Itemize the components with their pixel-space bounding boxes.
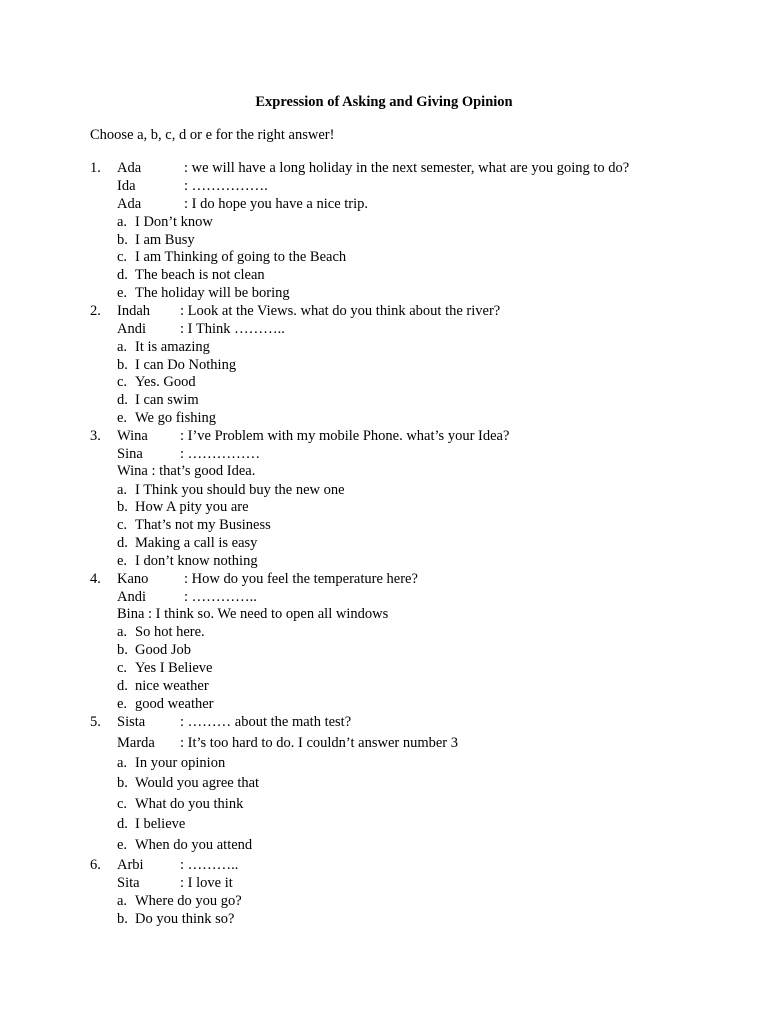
option-letter: c. (117, 249, 128, 265)
option-letter: d. (117, 267, 128, 283)
option-text: Yes I Believe (135, 660, 213, 676)
dialogue-text: : ……….. (180, 857, 239, 873)
speaker-name: Sista (117, 714, 146, 730)
speaker-name: Wina (117, 428, 148, 444)
document-title: Expression of Asking and Giving Opinion (255, 94, 513, 110)
dialogue-text: : Look at the Views. what do you think about the river? (180, 303, 501, 319)
option-text: The holiday will be boring (135, 285, 290, 301)
dialogue-text: : ……… about the math test? (180, 714, 352, 730)
option-letter: e. (117, 285, 128, 301)
dialogue-text: : I love it (180, 875, 233, 891)
option-text: nice weather (135, 678, 209, 694)
option-letter: a. (117, 624, 128, 640)
question-number: 2. (90, 303, 101, 319)
option-letter: e. (117, 410, 128, 426)
option-letter: a. (117, 755, 128, 771)
option-text: Good Job (135, 642, 191, 658)
question-number: 4. (90, 571, 101, 587)
option-text: How A pity you are (135, 499, 249, 515)
dialogue-text: : ……………. (184, 178, 268, 194)
option-text: I can swim (135, 392, 199, 408)
option-text: What do you think (135, 796, 244, 812)
speaker-name: Sita (117, 875, 140, 891)
option-letter: b. (117, 642, 128, 658)
dialogue-text: Wina : that’s good Idea. (117, 463, 256, 479)
speaker-name: Kano (117, 571, 149, 587)
option-text: I can Do Nothing (135, 357, 237, 373)
option-text: I Think you should buy the new one (135, 482, 345, 498)
option-text: Where do you go? (135, 893, 242, 909)
speaker-name: Indah (117, 303, 151, 319)
option-letter: e. (117, 837, 128, 853)
question-number: 5. (90, 714, 101, 730)
option-text: Yes. Good (135, 374, 196, 390)
question-number: 3. (90, 428, 101, 444)
option-letter: e. (117, 553, 128, 569)
option-text: Would you agree that (135, 775, 260, 791)
option-letter: d. (117, 392, 128, 408)
option-text: I believe (135, 816, 186, 832)
option-letter: b. (117, 775, 128, 791)
option-text: We go fishing (135, 410, 216, 426)
dialogue-text: : It’s too hard to do. I couldn’t answer number 3 (180, 735, 458, 751)
option-letter: d. (117, 816, 128, 832)
dialogue-text: : we will have a long holiday in the next semester, what are you going to do? (184, 160, 630, 176)
option-text: Do you think so? (135, 911, 235, 927)
speaker-name: Ada (117, 196, 142, 212)
dialogue-text: : How do you feel the temperature here? (184, 571, 418, 587)
speaker-name: Ada (117, 160, 142, 176)
option-letter: c. (117, 796, 128, 812)
speaker-name: Andi (117, 589, 146, 605)
option-letter: a. (117, 339, 128, 355)
option-text: When do you attend (135, 837, 253, 853)
dialogue-text: : …………… (180, 446, 261, 462)
speaker-name: Andi (117, 321, 146, 337)
option-text: In your opinion (135, 755, 226, 771)
dialogue-text: : ………….. (184, 589, 257, 605)
dialogue-text: Bina : I think so. We need to open all windows (117, 606, 389, 622)
option-text: It is amazing (135, 339, 210, 355)
speaker-name: Ida (117, 178, 136, 194)
option-letter: d. (117, 535, 128, 551)
option-letter: a. (117, 482, 128, 498)
option-text: I am Thinking of going to the Beach (135, 249, 347, 265)
question-number: 6. (90, 857, 101, 873)
option-text: So hot here. (135, 624, 205, 640)
option-letter: b. (117, 357, 128, 373)
option-text: good weather (135, 696, 214, 712)
option-letter: b. (117, 911, 128, 927)
instruction-text: Choose a, b, c, d or e for the right answer! (90, 127, 335, 143)
option-text: The beach is not clean (135, 267, 265, 283)
option-letter: a. (117, 893, 128, 909)
option-text: Making a call is easy (135, 535, 258, 551)
option-text: That’s not my Business (135, 517, 271, 533)
option-letter: c. (117, 517, 128, 533)
option-letter: b. (117, 499, 128, 515)
option-text: I Don’t know (135, 214, 213, 230)
dialogue-text: : I Think ……….. (180, 321, 285, 337)
speaker-name: Sina (117, 446, 143, 462)
speaker-name: Marda (117, 735, 155, 751)
option-letter: b. (117, 232, 128, 248)
dialogue-text: : I do hope you have a nice trip. (184, 196, 369, 212)
option-letter: a. (117, 214, 128, 230)
speaker-name: Arbi (117, 857, 144, 873)
option-letter: e. (117, 696, 128, 712)
option-text: I am Busy (135, 232, 195, 248)
question-number: 1. (90, 160, 101, 176)
option-letter: c. (117, 374, 128, 390)
option-letter: c. (117, 660, 128, 676)
option-letter: d. (117, 678, 128, 694)
dialogue-text: : I’ve Problem with my mobile Phone. what’s your Idea? (180, 428, 510, 444)
option-text: I don’t know nothing (135, 553, 258, 569)
